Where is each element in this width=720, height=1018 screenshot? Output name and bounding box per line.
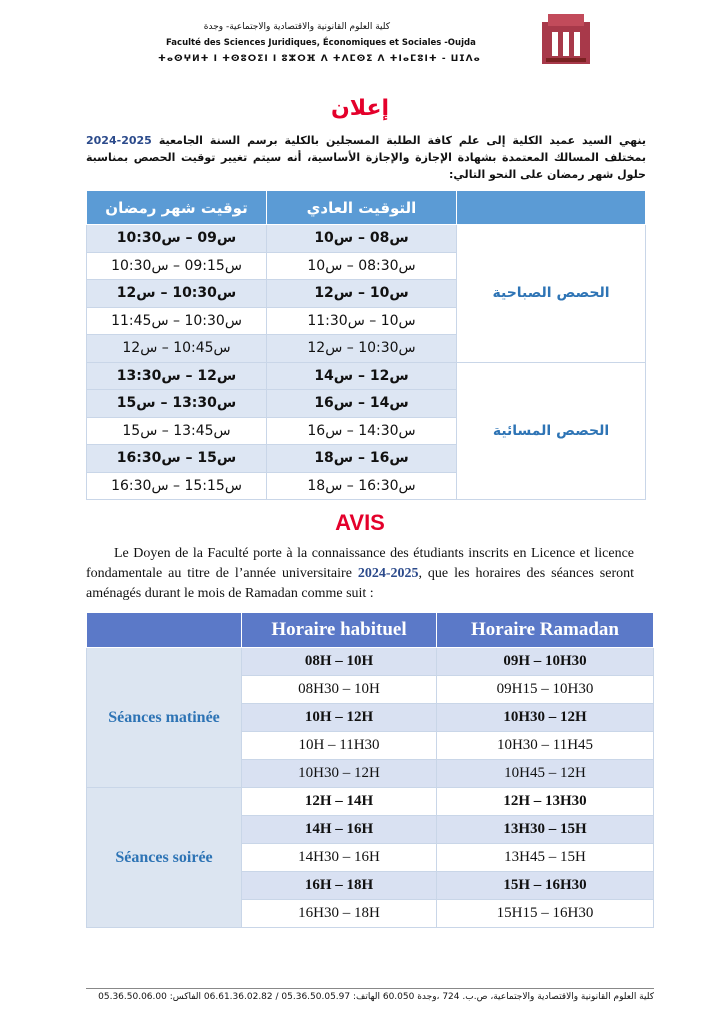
arabic-cell: س12 – س13:30	[87, 362, 267, 390]
french-cell: 09H15 – 10H30	[437, 676, 654, 704]
french-cell: 10H30 – 12H	[242, 760, 437, 788]
footer-contact: كلية العلوم القانونية والاقتصادية والاجتماعية، ص.ب. 724 ،وجدة 60.050 الهاتف: 05.36.50.05.97 / 06.61.36.02.82 الفاكس: 05.36.50.06.00	[98, 992, 654, 1002]
french-cell: 14H30 – 16H	[242, 844, 437, 872]
arabic-group-morning: الحصص الصباحية	[457, 225, 646, 363]
french-group-evening: Séances soirée	[87, 788, 242, 928]
arabic-cell: س15:15 – س16:30	[87, 472, 267, 500]
french-cell: 12H – 13H30	[437, 788, 654, 816]
header-tifinagh: ⵜⴰⵙⵖⵍⵜ ⵏ ⵜⵙⵓⵔⵉⵏ ⵏ ⵓⵣⵔⴼ ⴷ ⵜⴷⵎⵙⵉ ⴷ ⵜⵏⴰⵎⵓⵏⵜ - ⵡⵊⴷⴰ	[158, 54, 481, 64]
french-header-empty	[87, 613, 242, 648]
french-cell: 14H – 16H	[242, 816, 437, 844]
arabic-header-ramadan: توقيت شهر رمضان	[87, 191, 267, 225]
arabic-cell: س16:30 – س18	[267, 472, 457, 500]
arabic-cell: س14 – س16	[267, 390, 457, 418]
french-cell: 13H45 – 15H	[437, 844, 654, 872]
arabic-schedule-table	[86, 190, 646, 500]
arabic-cell: س09 – س10:30	[87, 225, 267, 253]
arabic-cell: س08 – س10	[267, 225, 457, 253]
french-cell: 15H – 16H30	[437, 872, 654, 900]
arabic-title: إعلان	[330, 96, 390, 121]
arabic-cell: س15 – س16:30	[87, 445, 267, 473]
arabic-cell: س10:45 – س12	[87, 335, 267, 363]
arabic-cell: س12 – س14	[267, 362, 457, 390]
french-cell: 16H30 – 18H	[242, 900, 437, 928]
arabic-cell: س08:30 – س10	[267, 252, 457, 280]
arabic-group-evening: الحصص المسائية	[457, 362, 646, 500]
arabic-cell: س10:30 – س12	[87, 280, 267, 308]
arabic-years: 2025-2024	[86, 134, 152, 147]
arabic-cell: س10 – س12	[267, 280, 457, 308]
french-paragraph-part1: Le Doyen de la Faculté porte à la connaissance des étudiants inscrits en Licence et licence fondamentale au titre de l’année universitaire	[86, 546, 634, 581]
arabic-cell: س13:30 – س15	[87, 390, 267, 418]
french-cell: 08H30 – 10H	[242, 676, 437, 704]
french-cell: 08H – 10H	[242, 648, 437, 676]
french-title: AVIS	[335, 510, 385, 535]
french-cell: 12H – 14H	[242, 788, 437, 816]
header-arabic: كلية العلوم القانونية والاقتصادية والاجتماعية- وجدة	[203, 22, 390, 32]
french-cell: 16H – 18H	[242, 872, 437, 900]
french-cell: 10H – 11H30	[242, 732, 437, 760]
french-cell: 13H30 – 15H	[437, 816, 654, 844]
french-schedule-table	[86, 612, 654, 928]
french-cell: 10H45 – 12H	[437, 760, 654, 788]
header-french: Faculté des Sciences Juridiques, Économiques et Sociales -Oujda	[166, 38, 476, 48]
arabic-cell: س14:30 – س16	[267, 417, 457, 445]
arabic-header-empty	[457, 191, 646, 225]
arabic-header-regular: التوقيت العادي	[267, 191, 457, 225]
french-cell: 10H30 – 11H45	[437, 732, 654, 760]
arabic-cell: س10:30 – س11:45	[87, 307, 267, 335]
french-cell: 15H15 – 16H30	[437, 900, 654, 928]
arabic-paragraph-part1: ينهي السيد عميد الكلية إلى علم كافة الطلبة المسجلين بالكلية برسم السنة الجامعية	[158, 134, 646, 147]
footer-divider	[86, 988, 654, 989]
arabic-cell: س10:30 – س12	[267, 335, 457, 363]
arabic-paragraph-part2: بمختلف المسالك المعتمدة بشهادة الإجازة والإجازة الأساسية، أنه سيتم تغيير توقيت الحصص بمناسبة حلول شهر رمضان على النحو التالي:	[86, 151, 646, 181]
french-paragraph-part2: , que les horaires des séances seront aménagés durant le mois de Ramadan comme suit :	[86, 566, 635, 601]
french-group-morning: Séances matinée	[87, 648, 242, 788]
arabic-cell: س13:45 – س15	[87, 417, 267, 445]
university-logo	[538, 8, 594, 70]
arabic-paragraph	[86, 132, 646, 183]
arabic-cell: س16 – س18	[267, 445, 457, 473]
arabic-cell: س09:15 – س10:30	[87, 252, 267, 280]
french-cell: 10H – 12H	[242, 704, 437, 732]
french-header-ramadan: Horaire Ramadan	[437, 613, 654, 648]
french-cell: 10H30 – 12H	[437, 704, 654, 732]
french-years: 2024-2025	[357, 566, 419, 581]
french-header-regular: Horaire habituel	[242, 613, 437, 648]
arabic-cell: س10 – س11:30	[267, 307, 457, 335]
french-paragraph	[86, 544, 634, 604]
french-cell: 09H – 10H30	[437, 648, 654, 676]
